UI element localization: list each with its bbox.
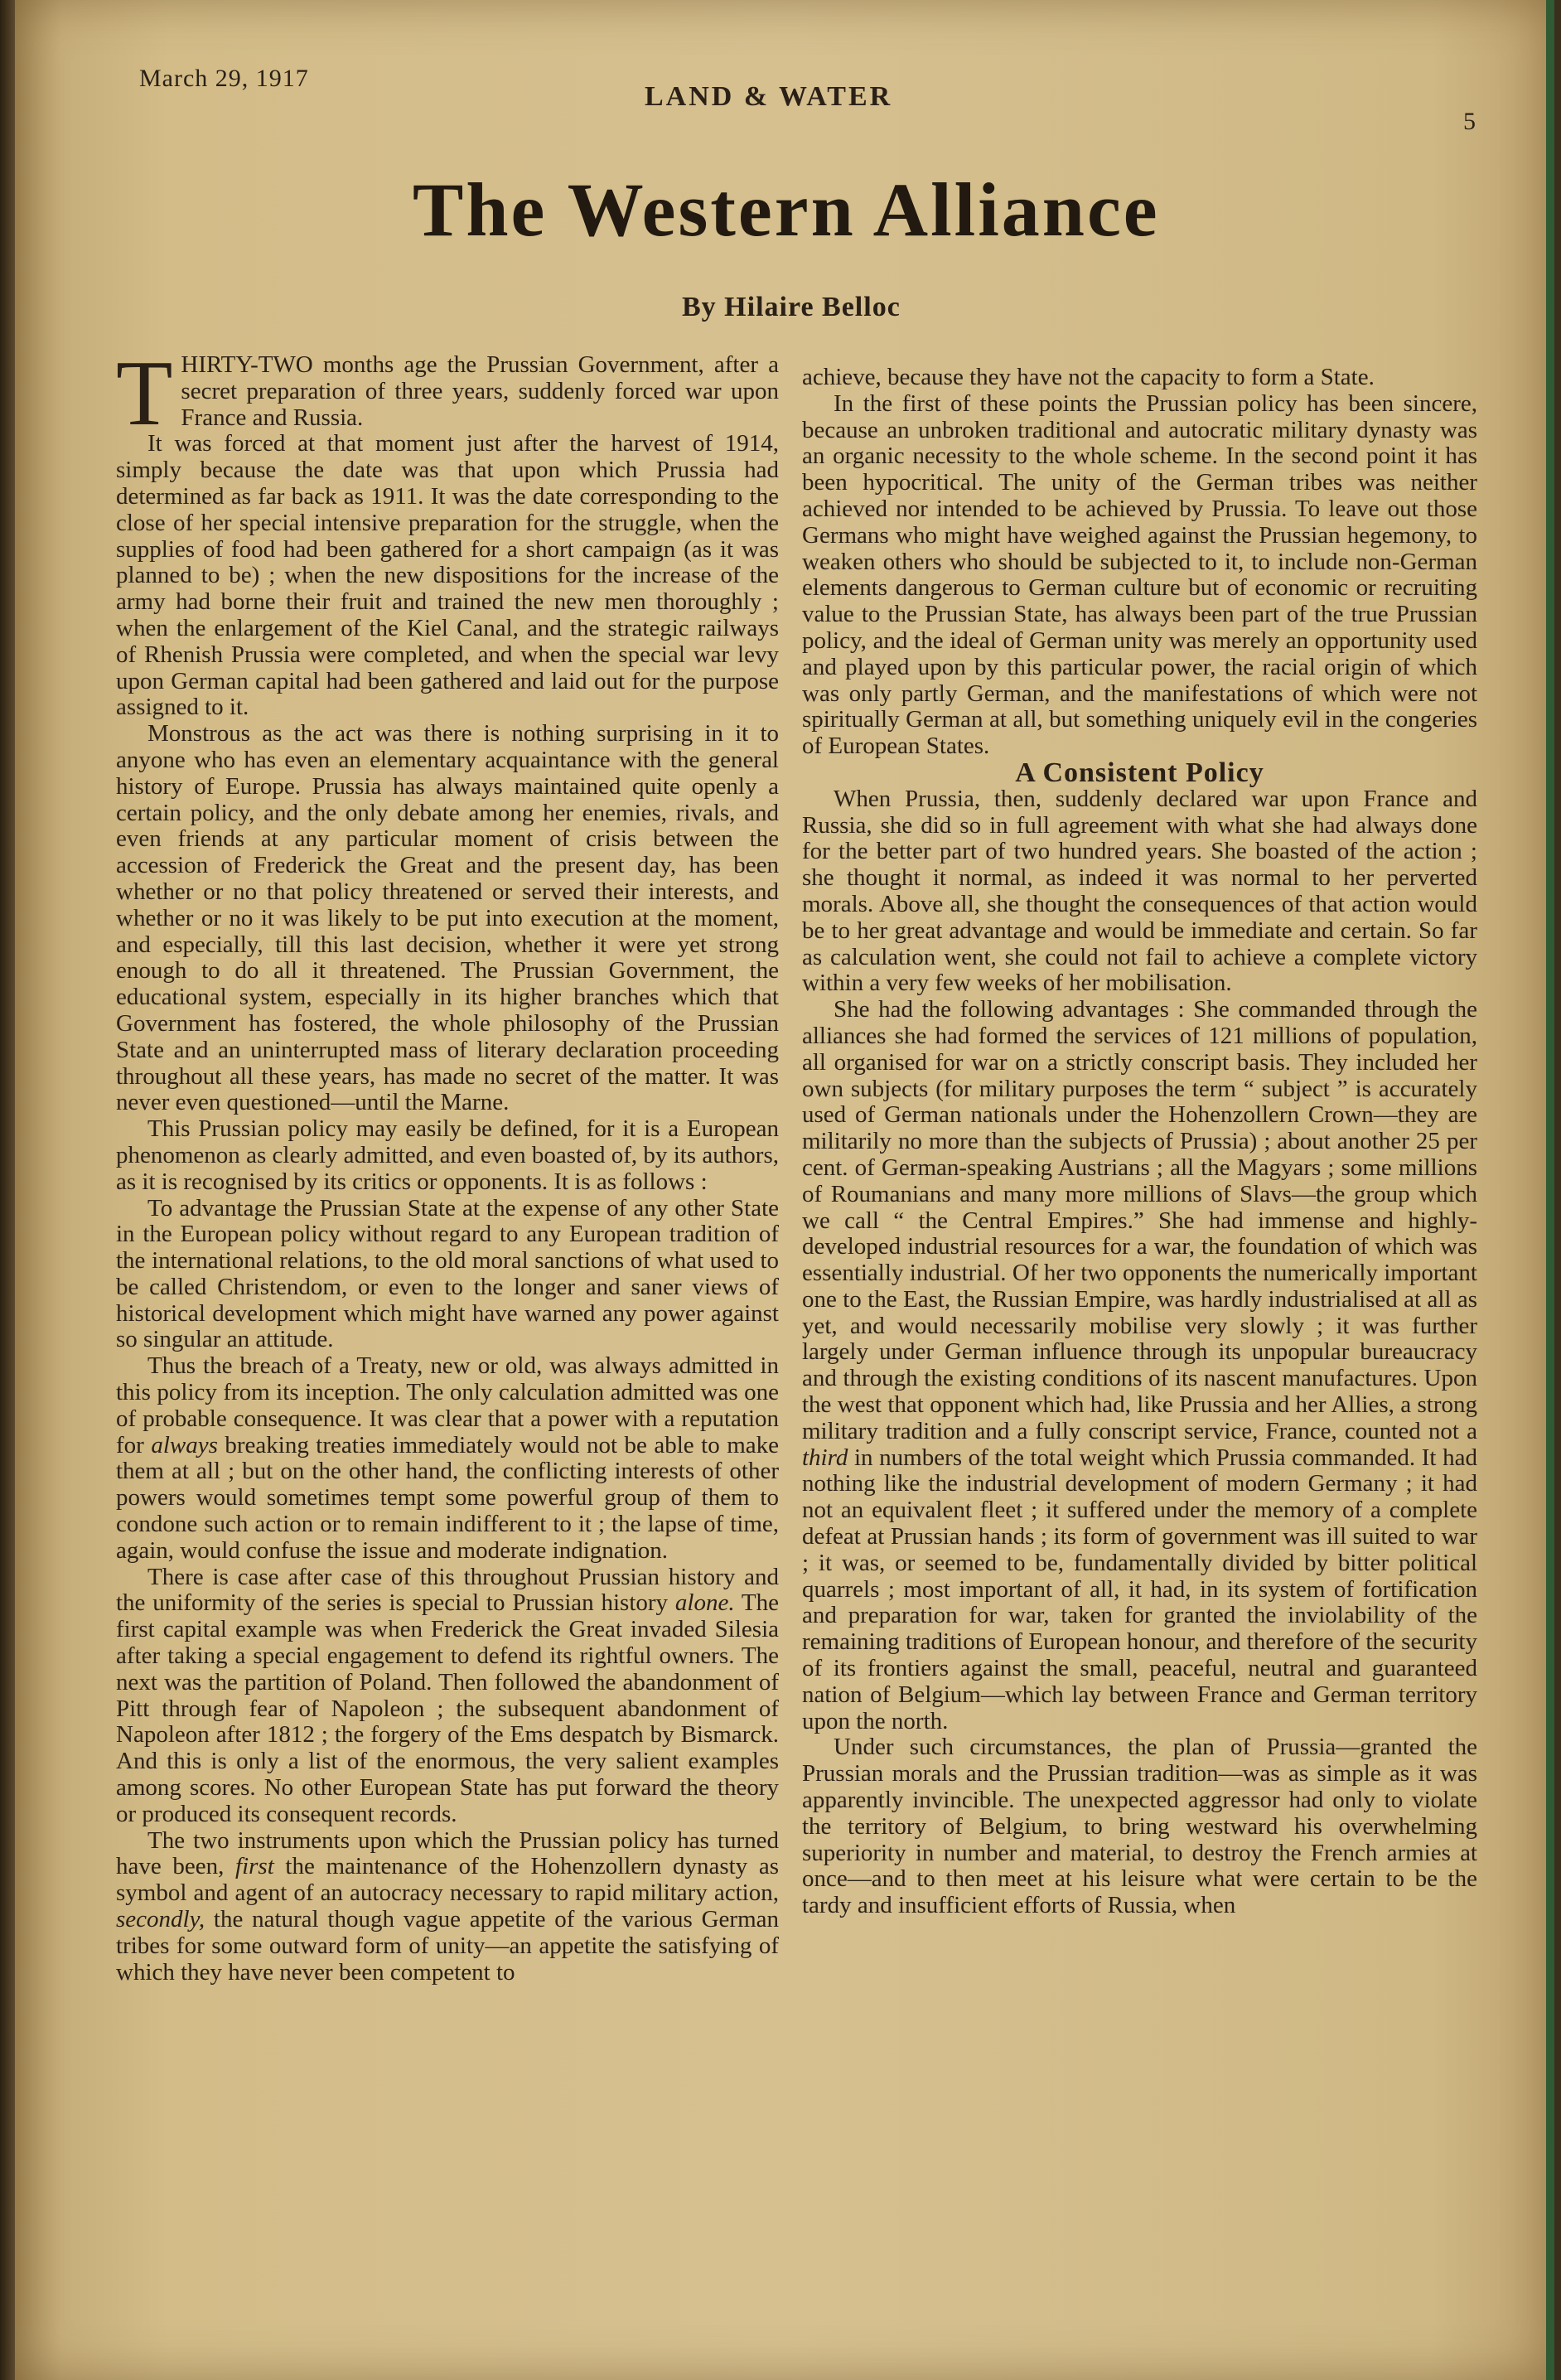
paragraph: She had the following advantages : She commanded through the alliances she had formed the services of 121 millions of population, all organised for war on a strictly conscript basis. They included her own subjects (for military purposes the term “ subject ” is accurately used of German nationals under the Hohenzollern Crown—they are militarily no more than the subjects of Prussia) ; about another 25 per cent. of German-speaking Austrians ; all the Magyars ; some millions of Roumanians and many more millions of Slavs—the group which we call “ the Central Empires.” She had immense and highly-developed industrial resources for a war, the foundation of which was essentially industrial. Of her two opponents the numerically important one to the East, the Russian Empire, was hardly industrialised at all as yet, and would necessarily mobilise very slowly ; it was further largely under German influence through its unpopular bureaucracy and through the existing conditions of its nascent manufactures. Upon the west that opponent which had, like Prussia and her Allies, a strong military tradition and a fully conscript service, France, counted not a third in numbers of the total weight which Prussia commanded. It had nothing like the industrial development of modern Germany ; it had not an equivalent fleet ; it suffered under the memory of a complete defeat at Prussian hands ; its form of government was ill suited to war ; it was, or seemed to be, fundamentally divided by bitter political quarrels ; most important of all, it had, in its system of fortification and preparation for war, taken for granted the inviolability of the remaining traditions of European honour, and therefore of the security of its frontiers against the small, peaceful, neutral and guaranteed nation of Belgium—which lay between France and German territory upon the north. <box>802 996 1477 1734</box>
article-title: The Western Alliance <box>413 167 1160 252</box>
magazine-page <box>15 0 1554 2380</box>
paragraph: Under such circumstances, the plan of Prussia—granted the Prussian morals and the Prussian tradition—was as simple as it was apparently invincible. The unexpected aggressor had only to violate the territory of Belgium, to bring westward his overwhelming superiority in number and material, to destroy the French armies at once—and to then meet at his leisure what were certain to be the tardy and insufficient efforts of Russia, when <box>802 1734 1477 1919</box>
page-number: 5 <box>1463 108 1476 135</box>
paragraph: achieve, because they have not the capacity to form a State. <box>802 364 1375 390</box>
paragraph: To advantage the Prussian State at the expense of any other State in the European policy without regard to any European tradition of the international relations, to the old moral sanctions of what used to be called Christendom, or even to the longer and saner views of historical development which might have warned any power against so singular an attitude. <box>116 1194 779 1353</box>
paragraph: The two instruments upon which the Prussian policy has turned have been, first the maintenance of the Hohenzollern dynasty as symbol and agent of an autocracy necessary to rapid military action, secondly, the natural though vague appetite of the various German tribes for some outward form of unity—an appetite the satisfying of which they have never been competent to <box>116 1826 779 1986</box>
book-spine <box>0 0 15 2380</box>
magazine-title: LAND & WATER <box>645 81 893 112</box>
paragraph: It was forced at that moment just after the harvest of 1914, simply because the date was that upon which Prussia had determined as far back as 1911. It was the date corresponding to the close of her special intensive preparation for the struggle, when the supplies of food had been gathered for a short campaign (as it was planned to be) ; when the new dispositions for the increase of the army had borne their fruit and trained the new men thoroughly ; when the enlargement of the Kiel Canal, and the strategic railways of Rhenish Prussia were completed, and when the special war levy upon German capital had been gathered and laid out for the purpose assigned to it. <box>116 430 779 721</box>
page-edge <box>1546 0 1554 2380</box>
paragraph: In the first of these points the Prussian policy has been sincere, because an unbroken traditional and autocratic military dynasty was an organic necessity to the whole scheme. In the second point it has been hypocritical. The unity of the German tribes was neither achieved nor intended to be achieved by Prussia. To leave out those Germans who might have weighed against the Prussian hegemony, to weaken others who should be subjected to it, to include non-German elements dangerous to German culture but of economic or recruiting value to the Prussian State, has always been part of the true Prussian policy, and the ideal of German unity was merely an opportunity used and played upon by this particular power, the racial origin of which was only partly German, and the manifestations of which were not spiritually German at all, but something uniquely evil in the congeries of European States. <box>802 389 1477 760</box>
paragraph: When Prussia, then, suddenly declared war upon France and Russia, she did so in full agreement with what she had always done for the better part of two hundred years. She boasted of the action ; she thought it normal, as indeed it was normal to her perverted morals. Above all, she thought the consequences of that action would be to her great advantage and would be immediate and certain. So far as calculation went, she could not fail to achieve a complete victory within a very few weeks of her mobilisation. <box>802 785 1477 997</box>
paragraph: This Prussian policy may easily be defined, for it is a European phenomenon as clearly admitted, and even boasted of, by its authors, as it is recognised by its critics or opponents. It is as follows : <box>116 1115 779 1195</box>
paragraph: There is case after case of this throughout Prussian history and the uniformity of the series is special to Prussian history alone. The first capital example was when Frederick the Great invaded Silesia after taking a special engagement to defend its rightful owners. The next was the partition of Poland. Then followed the abandonment of Pitt through fear of Napoleon ; the subsequent abandonment of Napoleon after 1812 ; the forgery of the Ems despatch by Bismarck. And this is only a list of the enormous, the very salient examples among scores. No other European State has put forward the theory or produced its consequent records. <box>116 1563 780 1827</box>
paragraph: THIRTY-TWO months age the Prussian Government, after a secret preparation of three years, suddenly forced war upon France and Russia. <box>116 342 779 445</box>
article-byline: By Hilaire Belloc <box>682 292 901 322</box>
right-column <box>802 365 1477 1919</box>
drop-cap: T <box>116 342 173 445</box>
left-column <box>116 342 780 1986</box>
issue-date: March 29, 1917 <box>139 65 309 92</box>
section-heading: A Consistent Policy <box>1015 757 1264 788</box>
paragraph: Monstrous as the act was there is nothing surprising in it to anyone who has even an elementary acquaintance with the general history of Europe. Prussia has always maintained quite openly a certain policy, and the only debate among her enemies, rivals, and even friends at any particular moment of crisis between the accession of Frederick the Great and the present day, has been whether or no that policy threatened or served their interests, and whether or no it was likely to be put into execution at the moment, and especially, till this last decision, whether it were yet strong enough to do all it threatened. The Prussian Government, the educational system, especially in its higher branches which that Government has fostered, the whole philosophy of the Prussian State and an uninterrupted mass of literary declaration proceeding throughout all these years, has made no secret of the matter. It was never even questioned—until the Marne. <box>116 720 779 1116</box>
paragraph: Thus the breach of a Treaty, new or old, was always admitted in this policy from its inception. The only calculation admitted was one of probable consequence. It was clear that a power with a reputation for always breaking treaties immediately would not be able to make them at all ; but on the other hand, the conflicting interests of other powers would sometimes tempt some powerful group of them to condone such action or to remain indifferent to it ; the lapse of time, again, would confuse the issue and moderate indignation. <box>116 1352 779 1564</box>
